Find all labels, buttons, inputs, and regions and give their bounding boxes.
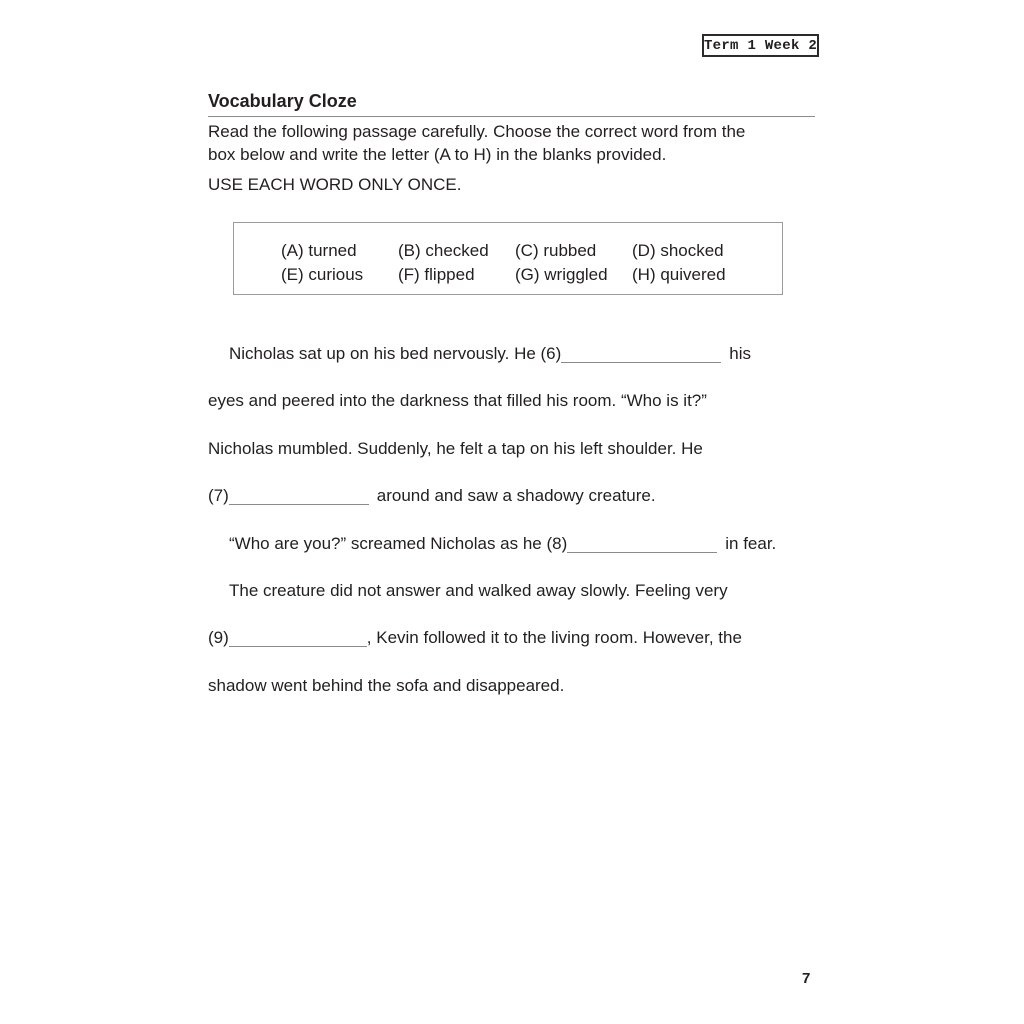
passage-text: Nicholas sat up on his bed nervously. He (6)	[229, 344, 562, 363]
usage-note: USE EACH WORD ONLY ONCE.	[208, 175, 462, 194]
passage-line-7	[208, 614, 828, 661]
passage-text: (9)	[208, 628, 229, 648]
answer-blank-8[interactable]	[567, 552, 717, 553]
passage-text: eyes and peered into the darkness that filled his room. “Who is it?”	[208, 391, 707, 411]
word-option-d: (D) shocked	[632, 241, 724, 260]
passage-line-3	[208, 425, 828, 472]
instructions-line-2: box below and write the letter (A to H) in the blanks provided.	[208, 144, 667, 164]
instructions-line-1: Read the following passage carefully. Choose the correct word from the	[208, 122, 746, 141]
passage-line-8	[208, 662, 828, 709]
term-week-label: Term 1 Week 2	[703, 37, 818, 54]
answer-blank-9[interactable]	[229, 646, 367, 647]
passage-text: Nicholas mumbled. Suddenly, he felt a tap on his left shoulder. He	[208, 438, 703, 458]
word-option-b: (B) checked	[398, 241, 489, 260]
word-bank-box	[233, 222, 783, 295]
passage-text: around and saw a shadowy creature.	[376, 486, 656, 506]
passage-text: in fear.	[725, 533, 777, 553]
passage-text: (7)	[208, 486, 229, 506]
word-option-f: (F) flipped	[398, 264, 475, 284]
passage-text: , Kevin followed it to the living room. However, the	[366, 628, 742, 648]
passage-line-4	[208, 472, 828, 519]
passage-text: his	[729, 344, 752, 363]
page-content	[208, 0, 828, 1024]
word-option-a: (A) turned	[281, 241, 357, 260]
passage-text: The creature did not answer and walked away slowly. Feeling very	[229, 581, 728, 601]
word-bank-grid	[234, 223, 782, 286]
cloze-passage	[208, 330, 828, 709]
answer-blank-7[interactable]	[229, 504, 369, 505]
instructions	[208, 121, 818, 166]
word-option-g: (G) wriggled	[515, 264, 608, 284]
passage-line-5	[208, 520, 828, 567]
passage-text: “Who are you?” screamed Nicholas as he (8)	[229, 533, 568, 553]
word-option-h: (H) quivered	[632, 264, 726, 284]
section-title: Vocabulary Cloze	[208, 91, 815, 117]
word-option-c: (C) rubbed	[515, 241, 597, 260]
passage-line-1	[208, 330, 828, 377]
passage-line-6	[208, 567, 828, 614]
answer-blank-6[interactable]	[561, 362, 721, 363]
word-option-e: (E) curious	[281, 264, 364, 284]
page-number: 7	[802, 970, 811, 987]
passage-line-2	[208, 377, 828, 424]
passage-text: shadow went behind the sofa and disappeared.	[208, 675, 565, 695]
